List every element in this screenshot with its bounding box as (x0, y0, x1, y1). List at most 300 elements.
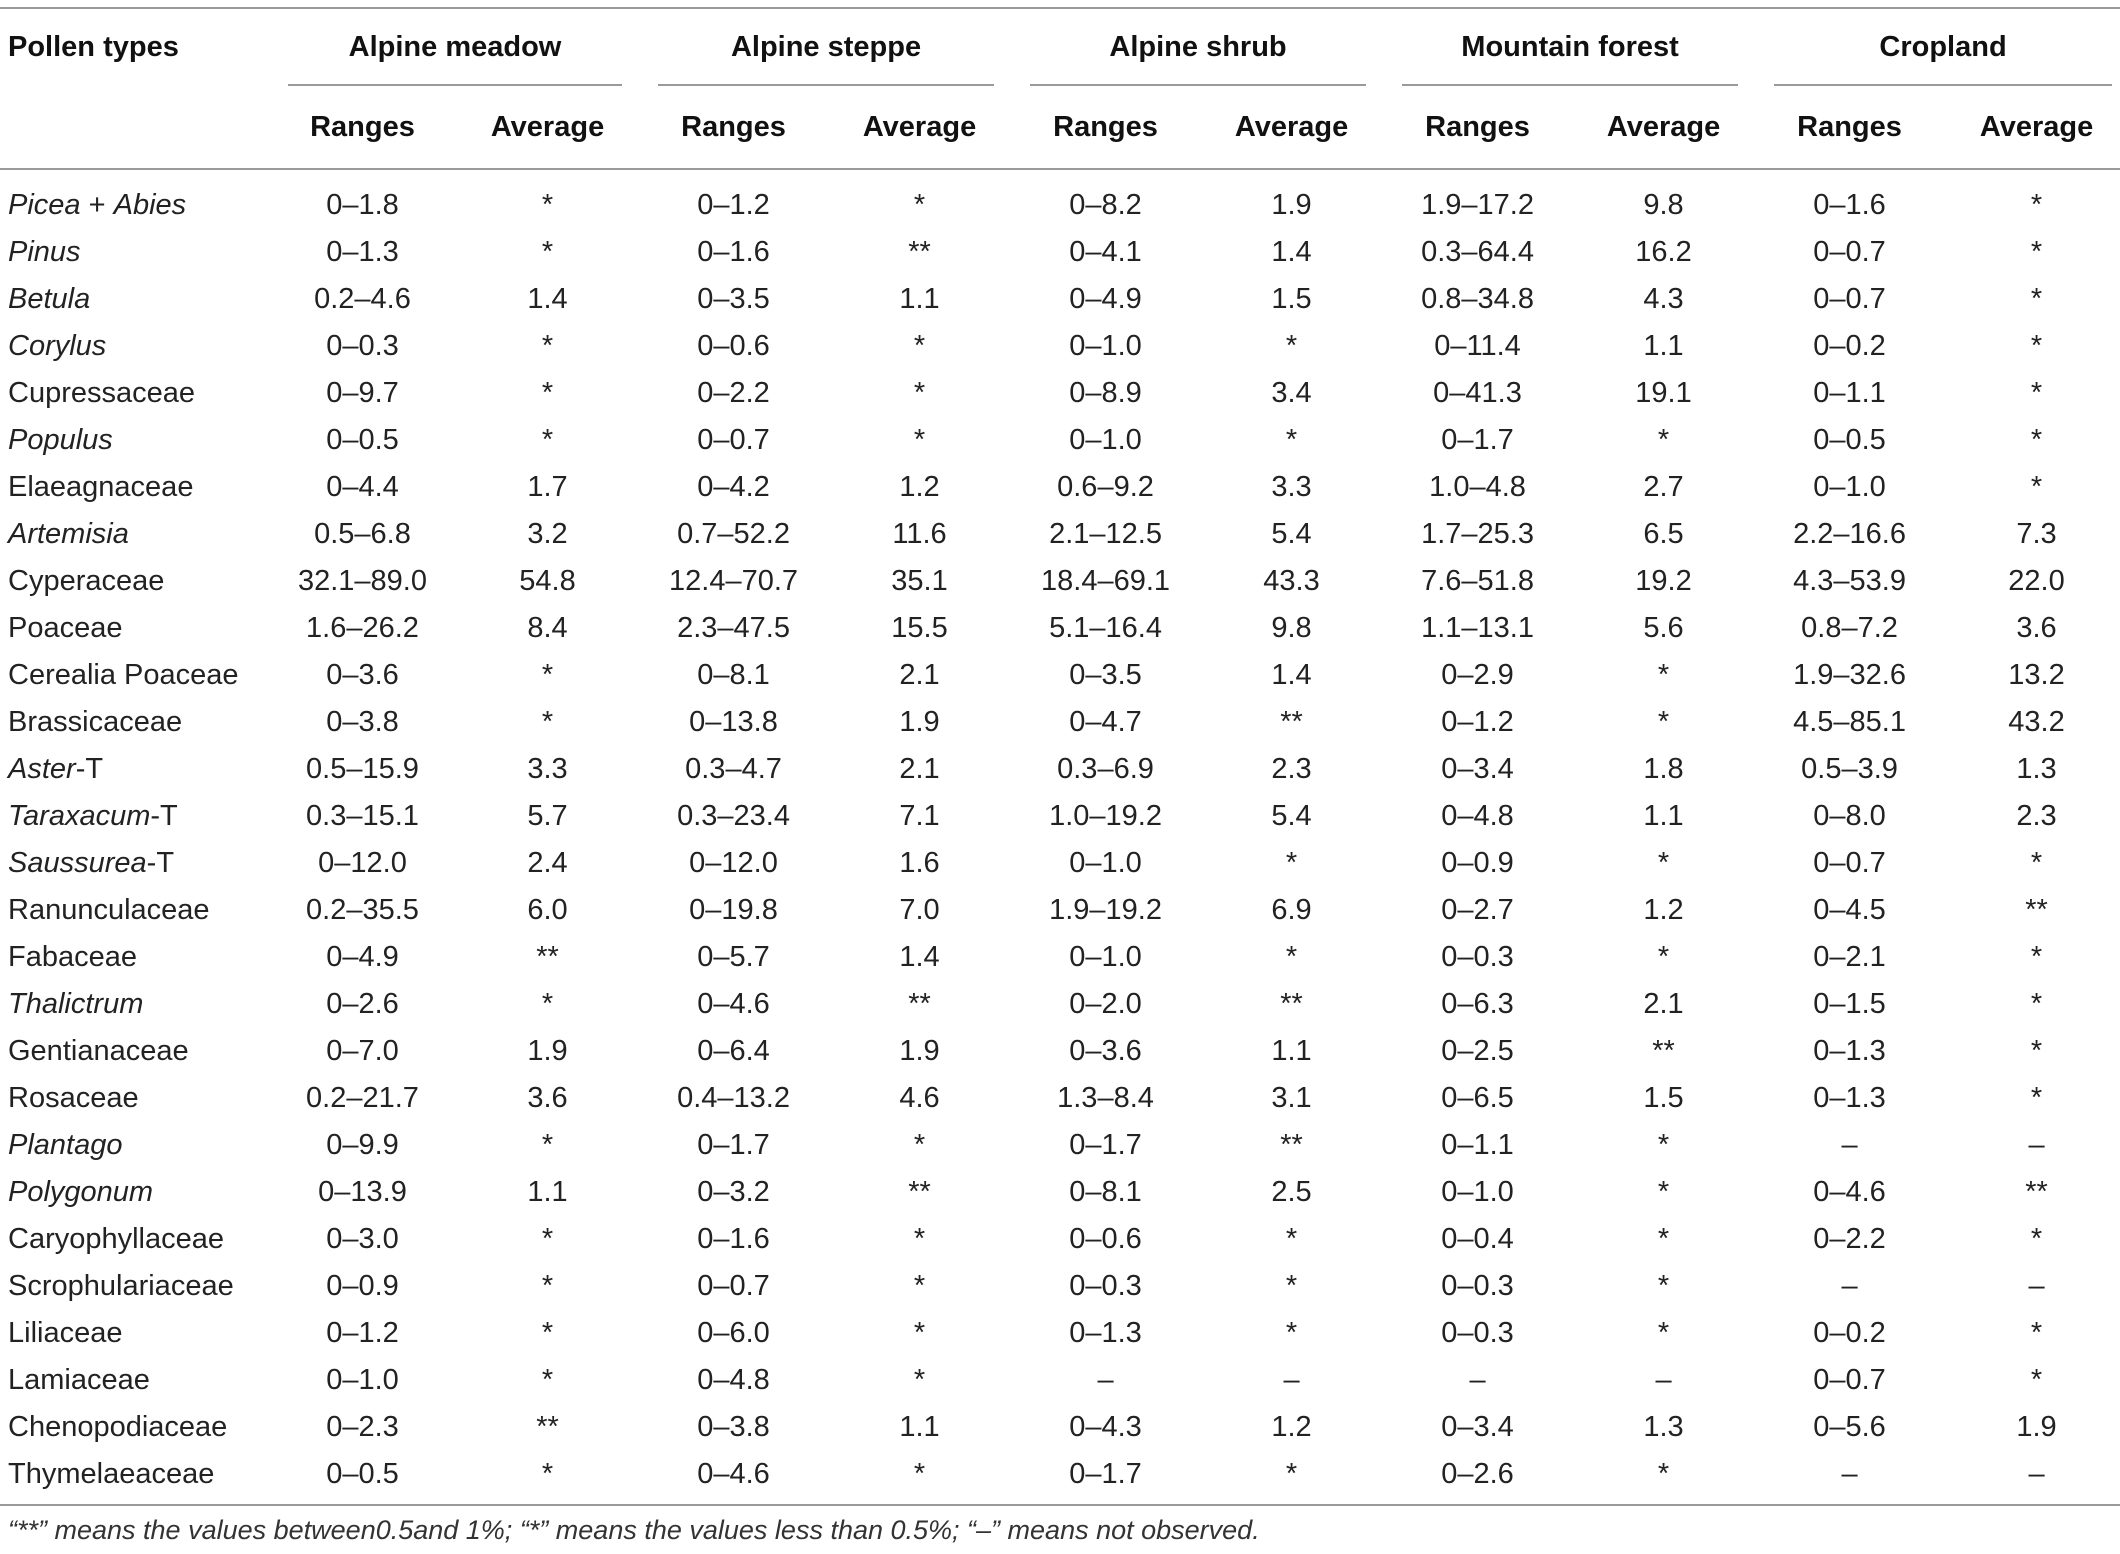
range-cell: 0–2.9 (1441, 659, 1514, 691)
average-cell: 19.1 (1635, 377, 1692, 409)
range-cell: 0.5–3.9 (1801, 753, 1898, 785)
pollen-type-text: Liliaceae (8, 1317, 123, 1349)
average-cell: 1.2 (1271, 1411, 1312, 1443)
average-cell: 1.1 (1271, 1035, 1312, 1067)
range-cell: 0–1.2 (697, 189, 770, 221)
range-cell: 1.6–26.2 (306, 612, 419, 644)
sub-header-average: Average (827, 86, 1012, 169)
range-cell: 0–3.4 (1441, 1411, 1514, 1443)
range-cell: 0.2–4.6 (314, 283, 411, 315)
pollen-type-text: Cupressaceae (8, 377, 195, 409)
average-cell: 35.1 (891, 565, 948, 597)
average-cell: * (1657, 847, 1670, 879)
range-cell: 0–4.9 (1069, 283, 1142, 315)
pollen-type-text: Fabaceae (8, 941, 137, 973)
range-cell: 0–0.4 (1441, 1223, 1514, 1255)
average-cell: 1.1 (1643, 330, 1684, 362)
average-cell: 54.8 (519, 565, 576, 597)
group-header-mountain-forest: Mountain forest (1384, 8, 1756, 86)
average-cell: 1.1 (1643, 800, 1684, 832)
average-cell: ** (908, 988, 931, 1020)
range-cell: 0–8.2 (1069, 189, 1142, 221)
pollen-type-text: Cerealia Poaceae (8, 659, 239, 691)
range-cell: – (1756, 1451, 1943, 1505)
pollen-type-cell (0, 276, 270, 323)
average-cell: 6.5 (1643, 518, 1684, 550)
range-cell: 0–0.7 (1813, 1364, 1886, 1396)
table-row (0, 511, 2120, 558)
table-footnote: “**” means the values between0.5and 1%; “*” means the values less than 0.5%; “–” means not observed. (8, 1515, 1260, 1545)
average-cell: 1.8 (1643, 753, 1684, 785)
range-cell: 0.8–34.8 (1421, 283, 1534, 315)
pollen-table (0, 8, 2120, 1506)
range-cell: 0–8.9 (1069, 377, 1142, 409)
pollen-type-text: -T (146, 847, 175, 879)
range-cell: 0–0.7 (1813, 236, 1886, 268)
average-cell: 8.4 (527, 612, 568, 644)
range-cell: 0–1.5 (1813, 988, 1886, 1020)
average-cell: – (1283, 1364, 1300, 1396)
group-header-alpine-meadow: Alpine meadow (270, 8, 640, 86)
pollen-type-cell (0, 934, 270, 981)
range-cell: 0–1.6 (1813, 189, 1886, 221)
pollen-type-cell (0, 746, 270, 793)
table-row (0, 1310, 2120, 1357)
range-cell: 0.6–9.2 (1057, 471, 1154, 503)
range-cell: 0–0.2 (1813, 330, 1886, 362)
range-cell: 0–1.1 (1441, 1129, 1514, 1161)
pollen-type-cell (0, 699, 270, 746)
pollen-type-text: Artemisia (8, 518, 129, 550)
range-cell: 0–3.5 (1069, 659, 1142, 691)
range-cell: 0–9.9 (326, 1129, 399, 1161)
range-cell: 0–3.4 (1441, 753, 1514, 785)
pollen-type-text: Gentianaceae (8, 1035, 189, 1067)
group-header-cropland: Cropland (1756, 8, 2120, 86)
range-cell: 0–1.7 (1441, 424, 1514, 456)
range-cell: 0–1.1 (1813, 377, 1886, 409)
table-row (0, 417, 2120, 464)
average-cell: * (2030, 1317, 2043, 1349)
average-cell: 16.2 (1635, 236, 1692, 268)
average-cell: 5.4 (1271, 518, 1312, 550)
range-cell: 0–1.6 (697, 236, 770, 268)
range-cell: 0–8.1 (697, 659, 770, 691)
average-cell: 13.2 (2008, 659, 2065, 691)
pollen-type-text: Taraxacum (8, 800, 151, 832)
range-cell: 0–0.9 (1441, 847, 1514, 879)
average-cell: * (2030, 988, 2043, 1020)
range-cell: 0.3–6.9 (1057, 753, 1154, 785)
range-cell: 12.4–70.7 (669, 565, 799, 597)
average-cell: * (1199, 1451, 1384, 1505)
sub-header-blank (0, 86, 270, 169)
pollen-type-text: Plantago (8, 1129, 123, 1161)
pollen-type-cell (0, 370, 270, 417)
range-cell: 18.4–69.1 (1041, 565, 1171, 597)
average-cell: 7.3 (2016, 518, 2057, 550)
pollen-type-cell (0, 1169, 270, 1216)
average-cell: 1.1 (899, 283, 940, 315)
range-cell: 0–0.9 (326, 1270, 399, 1302)
table-row (0, 699, 2120, 746)
average-cell: * (541, 1364, 554, 1396)
average-cell: * (541, 1223, 554, 1255)
table-row (0, 1122, 2120, 1169)
range-cell: 0–3.8 (326, 706, 399, 738)
sub-header-ranges: Ranges (1012, 86, 1199, 169)
pollen-type-cell (0, 981, 270, 1028)
range-cell: 0.3–23.4 (677, 800, 790, 832)
range-cell: 0–3.5 (697, 283, 770, 315)
average-cell: * (1285, 847, 1298, 879)
average-cell: * (1657, 706, 1670, 738)
range-cell: 1.0–4.8 (1429, 471, 1526, 503)
average-cell: 5.7 (527, 800, 568, 832)
average-cell: 1.9 (2016, 1411, 2057, 1443)
average-cell: 7.1 (899, 800, 940, 832)
pollen-type-cell (0, 1310, 270, 1357)
average-cell: 5.4 (1271, 800, 1312, 832)
average-cell: 3.6 (2016, 612, 2057, 644)
range-cell: 0.3–15.1 (306, 800, 419, 832)
average-cell: * (2030, 1082, 2043, 1114)
sub-header-ranges: Ranges (640, 86, 827, 169)
range-cell: 0–13.8 (689, 706, 778, 738)
average-cell: * (2030, 424, 2043, 456)
average-cell: * (913, 189, 926, 221)
pollen-type-cell (0, 323, 270, 370)
pollen-type-text: Elaeagnaceae (8, 471, 194, 503)
range-cell: 1.1–13.1 (1421, 612, 1534, 644)
average-cell: 2.1 (899, 753, 940, 785)
range-cell: 0–2.3 (326, 1411, 399, 1443)
pollen-type-cell (0, 1404, 270, 1451)
range-cell: 0–0.3 (1441, 1317, 1514, 1349)
average-cell: 3.2 (527, 518, 568, 550)
pollen-type-cell (0, 1122, 270, 1169)
range-cell: 0–3.8 (697, 1411, 770, 1443)
range-cell: 0–1.0 (1069, 941, 1142, 973)
pollen-types-header: Pollen types (8, 30, 179, 63)
range-cell: 0–1.3 (1813, 1035, 1886, 1067)
table-row (0, 887, 2120, 934)
average-cell: * (1571, 1451, 1756, 1505)
pollen-type-cell (0, 1028, 270, 1075)
pollen-type-text: Poaceae (8, 612, 123, 644)
pollen-type-text: -T (75, 753, 104, 785)
average-cell: 1.9 (1271, 189, 1312, 221)
range-cell: 0–1.7 (1069, 1129, 1142, 1161)
average-cell: * (541, 659, 554, 691)
table-row (0, 1451, 2120, 1505)
average-cell: * (1657, 1317, 1670, 1349)
average-cell: 3.3 (1271, 471, 1312, 503)
sub-header-average: Average (1571, 86, 1756, 169)
pollen-type-text: Picea (8, 189, 81, 221)
average-cell: 15.5 (891, 612, 948, 644)
average-cell: 2.1 (1643, 988, 1684, 1020)
range-cell: 0–11.4 (1434, 330, 1521, 362)
pollen-type-cell (0, 1216, 270, 1263)
range-cell: 0.3–64.4 (1421, 236, 1534, 268)
pollen-type-text: Caryophyllaceae (8, 1223, 225, 1255)
average-cell: 1.4 (1271, 236, 1312, 268)
pollen-type-text: Aster (8, 753, 76, 785)
range-cell: 0–4.6 (697, 988, 770, 1020)
table-row (0, 652, 2120, 699)
table-row (0, 169, 2120, 229)
range-cell: 0–4.6 (640, 1451, 827, 1505)
average-cell: 3.1 (1271, 1082, 1312, 1114)
table-row (0, 1357, 2120, 1404)
sub-header-average: Average (455, 86, 640, 169)
range-cell: 0–1.2 (1441, 706, 1514, 738)
range-cell: 0–1.0 (1813, 471, 1886, 503)
average-cell: – (2028, 1270, 2045, 1302)
range-cell: 0–9.7 (326, 377, 399, 409)
average-cell: * (541, 706, 554, 738)
range-cell: 0–4.3 (1069, 1411, 1142, 1443)
average-cell: * (1285, 941, 1298, 973)
average-cell: * (1657, 1270, 1670, 1302)
average-cell: 1.9 (527, 1035, 568, 1067)
average-cell: ** (1280, 706, 1303, 738)
range-cell: 0–1.2 (326, 1317, 399, 1349)
table-row (0, 981, 2120, 1028)
range-cell: 0–6.4 (697, 1035, 770, 1067)
range-cell: 0–0.3 (1069, 1270, 1142, 1302)
average-cell: * (1285, 1223, 1298, 1255)
average-cell: * (541, 424, 554, 456)
range-cell: 0.5–6.8 (314, 518, 411, 550)
pollen-type-text: Rosaceae (8, 1082, 139, 1114)
range-cell: 0.2–21.7 (306, 1082, 419, 1114)
range-cell: 0–0.5 (1813, 424, 1886, 456)
range-cell: 7.6–51.8 (1421, 565, 1534, 597)
average-cell: 7.0 (899, 894, 940, 926)
sub-header-row (0, 86, 2120, 169)
range-cell: 0–7.0 (326, 1035, 399, 1067)
table-row (0, 1169, 2120, 1216)
range-cell: 0–1.3 (1069, 1317, 1142, 1349)
range-cell: 0–1.7 (697, 1129, 770, 1161)
range-cell: 0–0.6 (1069, 1223, 1142, 1255)
sub-header-ranges: Ranges (270, 86, 455, 169)
average-cell: 9.8 (1643, 189, 1684, 221)
table-row (0, 605, 2120, 652)
range-cell: – (1097, 1364, 1114, 1396)
pollen-type-cell (0, 652, 270, 699)
range-cell: – (1841, 1270, 1858, 1302)
average-cell: ** (1652, 1035, 1675, 1067)
range-cell: 0–6.0 (697, 1317, 770, 1349)
average-cell: 43.2 (2008, 706, 2065, 738)
range-cell: 0–1.0 (1069, 847, 1142, 879)
range-cell: 1.3–8.4 (1057, 1082, 1154, 1114)
pollen-type-text: Pinus (8, 236, 81, 268)
table-row (0, 558, 2120, 605)
average-cell: ** (1280, 988, 1303, 1020)
average-cell: 2.3 (1271, 753, 1312, 785)
pollen-type-text: -T (150, 800, 178, 832)
pollen-type-text: Betula (8, 283, 91, 315)
average-cell: 1.4 (527, 283, 568, 315)
range-cell: 1.7–25.3 (1421, 518, 1534, 550)
average-cell: 22.0 (2008, 565, 2065, 597)
sub-header-average: Average (1199, 86, 1384, 169)
range-cell: 0–1.7 (1012, 1451, 1199, 1505)
range-cell: 0–4.5 (1813, 894, 1886, 926)
average-cell: * (2030, 189, 2043, 221)
pollen-type-text: Corylus (8, 330, 107, 362)
table-row (0, 276, 2120, 323)
range-cell: 0–0.7 (697, 424, 770, 456)
range-cell: 0.8–7.2 (1801, 612, 1898, 644)
range-cell: 0–2.2 (1813, 1223, 1886, 1255)
average-cell: * (1657, 1176, 1670, 1208)
average-cell: * (913, 424, 926, 456)
average-cell: * (913, 1223, 926, 1255)
range-cell: 0–0.5 (326, 424, 399, 456)
pollen-type-text: Abies (113, 189, 187, 221)
average-cell: * (455, 1451, 640, 1505)
average-cell: 2.3 (2016, 800, 2057, 832)
range-cell: 2.3–47.5 (677, 612, 790, 644)
pollen-type-cell (0, 169, 270, 229)
average-cell: – (1943, 1451, 2120, 1505)
range-cell: 32.1–89.0 (297, 565, 427, 597)
average-cell: * (1285, 1270, 1298, 1302)
range-cell: 0–0.3 (326, 330, 399, 362)
table-row (0, 1075, 2120, 1122)
table-row (0, 1216, 2120, 1263)
average-cell: * (541, 1270, 554, 1302)
pollen-type-text: Brassicaceae (8, 706, 183, 738)
average-cell: * (827, 1451, 1012, 1505)
range-cell: 0–8.1 (1069, 1176, 1142, 1208)
range-cell: 0–0.7 (697, 1270, 770, 1302)
range-cell: 0–1.0 (1441, 1176, 1514, 1208)
range-cell: 0–41.3 (1433, 377, 1522, 409)
range-cell: 0–4.1 (1069, 236, 1142, 268)
pollen-type-text: Thymelaeaceae (8, 1458, 215, 1490)
pollen-type-text: Saussurea (8, 847, 147, 879)
pollen-type-text: Thalictrum (8, 988, 144, 1020)
average-cell: * (913, 1364, 926, 1396)
average-cell: * (913, 1270, 926, 1302)
average-cell: 1.2 (1643, 894, 1684, 926)
range-cell: 0–5.6 (1813, 1411, 1886, 1443)
range-cell: 4.5–85.1 (1793, 706, 1906, 738)
average-cell: * (541, 1129, 554, 1161)
table-row (0, 1263, 2120, 1310)
average-cell: 1.4 (1271, 659, 1312, 691)
average-cell: * (1657, 1223, 1670, 1255)
range-cell: 0–8.0 (1813, 800, 1886, 832)
average-cell: * (913, 330, 926, 362)
range-cell: 0–2.2 (697, 377, 770, 409)
group-header-alpine-shrub: Alpine shrub (1012, 8, 1384, 86)
average-cell: * (1285, 424, 1298, 456)
range-cell: 0–1.0 (326, 1364, 399, 1396)
table-row (0, 229, 2120, 276)
range-cell: 0–3.6 (1069, 1035, 1142, 1067)
average-cell: * (913, 1129, 926, 1161)
table-body (0, 169, 2120, 1505)
pollen-type-text: + (80, 189, 114, 221)
range-cell: 0–3.6 (326, 659, 399, 691)
average-cell: – (1655, 1364, 1672, 1396)
range-cell: 0–1.8 (326, 189, 399, 221)
group-header-alpine-steppe: Alpine steppe (640, 8, 1012, 86)
average-cell: 1.7 (527, 471, 568, 503)
average-cell: * (1285, 330, 1298, 362)
range-cell: 0–0.5 (270, 1451, 455, 1505)
average-cell: * (541, 377, 554, 409)
average-cell: 1.5 (1643, 1082, 1684, 1114)
average-cell: 4.3 (1643, 283, 1684, 315)
pollen-type-text: Lamiaceae (8, 1364, 150, 1396)
average-cell: 1.2 (899, 471, 940, 503)
average-cell: 3.4 (1271, 377, 1312, 409)
sub-header-ranges: Ranges (1756, 86, 1943, 169)
range-cell: 0–2.5 (1441, 1035, 1514, 1067)
table-row (0, 793, 2120, 840)
range-cell: – (1841, 1129, 1858, 1161)
average-cell: 1.1 (527, 1176, 568, 1208)
range-cell: 0–4.4 (326, 471, 399, 503)
average-cell: 2.1 (899, 659, 940, 691)
average-cell: 11.6 (892, 518, 947, 550)
pollen-type-cell (0, 417, 270, 464)
average-cell: * (1657, 1129, 1670, 1161)
pollen-type-cell (0, 887, 270, 934)
range-cell: 0–0.3 (1441, 1270, 1514, 1302)
average-cell: ** (2025, 1176, 2048, 1208)
average-cell: ** (536, 1411, 559, 1443)
average-cell: * (2030, 941, 2043, 973)
range-cell: 0.2–35.5 (306, 894, 419, 926)
range-cell: 0–0.6 (697, 330, 770, 362)
average-cell: * (1285, 1317, 1298, 1349)
average-cell: 43.3 (1263, 565, 1320, 597)
table-row (0, 464, 2120, 511)
average-cell: * (2030, 847, 2043, 879)
range-cell: 0–5.7 (697, 941, 770, 973)
average-cell: 3.3 (527, 753, 568, 785)
table-row (0, 323, 2120, 370)
average-cell: 1.6 (899, 847, 940, 879)
group-header-row (0, 8, 2120, 86)
average-cell: 2.5 (1271, 1176, 1312, 1208)
average-cell: 1.5 (1271, 283, 1312, 315)
average-cell: 4.6 (899, 1082, 940, 1114)
pollen-type-cell (0, 511, 270, 558)
pollen-type-cell (0, 605, 270, 652)
average-cell: ** (908, 1176, 931, 1208)
average-cell: 2.4 (527, 847, 568, 879)
average-cell: * (2030, 1035, 2043, 1067)
table-row (0, 746, 2120, 793)
average-cell: 6.9 (1271, 894, 1312, 926)
average-cell: * (541, 1317, 554, 1349)
average-cell: 6.0 (527, 894, 568, 926)
range-cell: 0–19.8 (689, 894, 778, 926)
range-cell: 0–4.9 (326, 941, 399, 973)
average-cell: 9.8 (1271, 612, 1312, 644)
average-cell: 1.3 (2016, 753, 2057, 785)
